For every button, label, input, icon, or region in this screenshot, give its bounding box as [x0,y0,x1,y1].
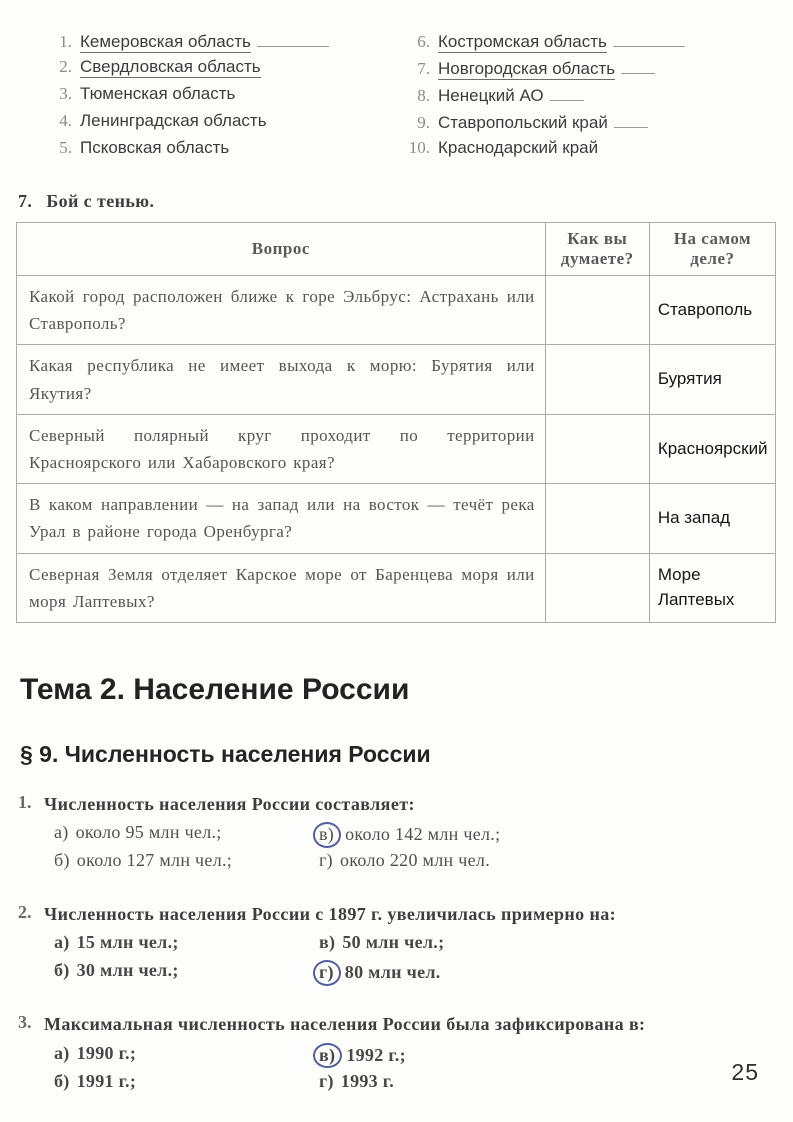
column-header-think: Как вы думаете? [545,223,649,276]
options-left-column [54,822,319,878]
table-header-row [17,223,776,276]
task-title: Бой с тенью. [46,191,155,211]
option-text: около 95 млн чел.; [75,822,222,843]
region-list-left-column [50,30,380,165]
quiz-question-3 [18,1012,793,1098]
option-text: 50 млн чел.; [342,932,445,953]
list-item [50,30,380,57]
item-label: Костромская область [438,32,607,51]
item-label: Краснодарский край [438,138,599,157]
think-cell [545,414,649,483]
options-right-column [319,822,500,878]
think-cell [545,345,649,414]
option-text: около 220 млн чел. [339,850,490,871]
think-cell [545,484,649,553]
item-label: Кемеровская область [80,32,251,51]
theme-heading: Тема 2. Население России [20,672,410,706]
answer-cell: На запад [649,484,775,553]
options [54,932,793,988]
question-stem: Численность населения России с 1897 г. увеличилась примерно на: [44,904,617,925]
think-cell [545,276,649,345]
quiz-question-2 [18,902,793,988]
table-row [17,276,776,345]
option-v [319,932,444,960]
column-header-question: Вопрос [17,223,546,276]
item-label: Псковская область [80,138,230,157]
question-number: 1. [18,791,32,812]
table-row [17,484,776,553]
list-item [50,111,380,138]
fill-line [257,30,329,47]
option-b [54,1071,319,1099]
question-number: 3. [18,1012,32,1033]
item-number: 9. [417,113,430,132]
option-label: а) [54,932,70,953]
option-a [54,932,319,960]
list-item [50,57,380,84]
pen-circle-mark: в) [313,1043,342,1069]
options [54,822,793,878]
option-text: 15 млн чел.; [76,932,179,953]
answer-cell: Море Лаптевых [649,553,775,622]
column-header-actual: На самом деле? [649,223,775,276]
options-left-column [54,1043,319,1099]
option-label: б) [54,1070,70,1091]
list-item [408,138,748,165]
option-a [54,822,319,850]
option-text: около 142 млн чел.; [345,824,501,845]
table-row [17,553,776,622]
question-stem: Численность населения России составляет: [44,793,415,814]
question-cell: В каком направлении — на запад или на восток — течёт река Урал в районе города Оренбурга? [17,484,546,553]
option-label: г) [319,850,333,871]
item-label: Новгородская область [438,59,616,78]
option-text: 1993 г. [340,1070,395,1091]
question-stem-line [18,792,793,816]
item-number: 2. [59,57,72,76]
pen-circle-mark: в) [313,822,341,848]
option-g [319,1071,406,1099]
question-cell: Какой город расположен ближе к горе Эльбрус: Астрахань или Ставрополь? [17,276,546,345]
item-number: 4. [59,111,72,130]
options [54,1043,793,1099]
list-item [50,84,380,111]
pen-circle-mark: г) [313,960,341,986]
question-cell: Северная Земля отделяет Карское море от Баренцева моря или моря Лаптевых? [17,553,546,622]
item-number: 8. [417,86,430,105]
question-stem-line [18,902,793,926]
table-row [17,345,776,414]
option-label: а) [54,822,69,843]
option-b [54,960,319,988]
question-number: 2. [18,902,32,923]
task7-heading [18,191,793,212]
option-label: а) [54,1042,70,1063]
option-g-selected [319,960,444,988]
answer-cell: Ставрополь [649,276,775,345]
option-a [54,1043,319,1071]
list-item [408,84,748,111]
item-label: Ставропольский край [438,113,608,132]
region-list-right-column [408,30,748,165]
list-item [408,111,748,138]
region-list [0,0,793,165]
fill-line [614,111,648,128]
option-text: 30 млн чел.; [76,960,179,981]
option-text: 1990 г.; [76,1042,137,1063]
option-label: г) [319,1070,334,1091]
option-text: 1991 г.; [76,1070,137,1091]
item-number: 3. [59,84,72,103]
page-number: 25 [731,1059,759,1085]
list-item [408,57,748,84]
option-g [319,850,500,878]
option-label: в) [319,932,336,953]
question-stem-line [18,1012,793,1036]
answer-cell: Бурятия [649,345,775,414]
option-label: б) [54,850,70,871]
option-text: 1992 г.; [346,1044,406,1065]
item-label: Свердловская область [80,57,261,76]
item-number: 6. [417,32,430,51]
item-number: 10. [408,138,430,157]
item-number: 1. [59,32,72,51]
item-number: 5. [59,138,72,157]
question-cell: Какая республика не имеет выхода к морю: Бурятия или Якутия? [17,345,546,414]
table-row [17,414,776,483]
question-cell: Северный полярный круг проходит по территории Красноярского или Хабаровского края? [17,414,546,483]
option-text: 80 млн чел. [344,962,441,983]
option-v-selected [319,1043,406,1071]
answer-cell: Красноярский [649,414,775,483]
item-label: Ненецкий АО [438,86,544,105]
option-text: около 127 млн чел.; [76,850,233,871]
fill-line [621,57,655,74]
fill-line [550,84,584,101]
item-number: 7. [417,59,430,78]
fill-line [613,30,685,47]
option-b [54,850,319,878]
list-item [50,138,380,165]
item-label: Тюменская область [80,84,236,103]
options-right-column [319,1043,406,1099]
options-left-column [54,932,319,988]
question-stem: Максимальная численность населения России была зафиксирована в: [44,1014,646,1035]
list-item [408,30,748,57]
think-cell [545,553,649,622]
item-label: Ленинградская область [80,111,267,130]
option-v-selected [319,822,500,850]
task-number: 7. [18,191,33,211]
option-label: б) [54,960,70,981]
shadow-boxing-table [16,222,776,623]
options-right-column [319,932,444,988]
section-heading: § 9. Численность населения России [20,740,431,767]
quiz-question-1 [18,792,793,878]
